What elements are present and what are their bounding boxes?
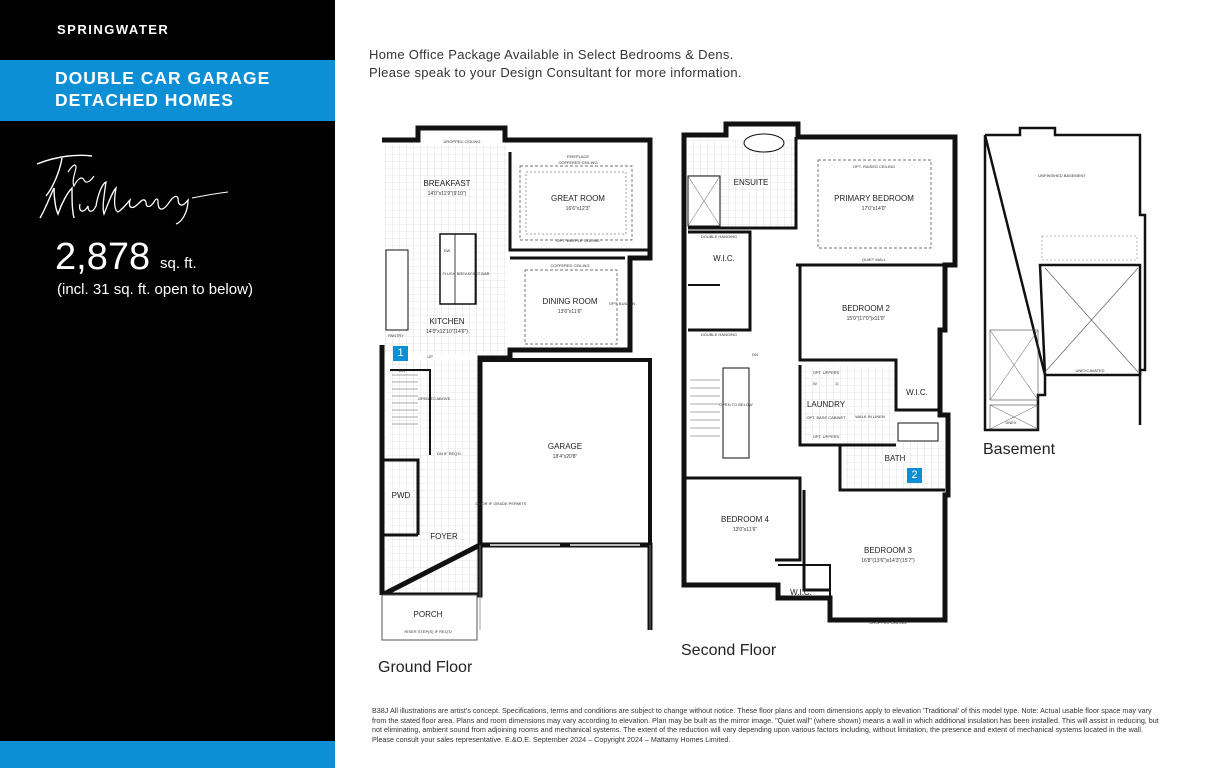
- ground-open-to-above: OPEN TO ABOVE: [417, 396, 451, 401]
- second-wic-2-label: W.I.C.: [906, 388, 928, 397]
- ground-floor-label: Ground Floor: [378, 659, 473, 676]
- second-bedroom3-label: BEDROOM 3: [863, 546, 913, 555]
- basement-unexcavated-label: UNEXCAVATED: [1075, 368, 1105, 373]
- ground-flush-breakfast-bar: FLUSH BREAKFAST BAR: [442, 271, 490, 276]
- design-consultant-note: Please speak to your Design Consultant for more information.: [369, 65, 742, 80]
- second-w: W: [813, 381, 817, 386]
- basement-unfinished-label: UNFINISHED BASEMENT: [1038, 173, 1086, 178]
- collection-line-1: DOUBLE CAR GARAGE: [55, 68, 271, 88]
- second-opt-raised: OPT. RAISED CEILING: [852, 164, 896, 169]
- ground-dn: DN: [399, 368, 405, 373]
- model-name-logo: [32, 148, 232, 228]
- ground-dining-room-dim: 13'6"x11'6": [557, 309, 583, 315]
- second-quiet-wall: QUIET WALL: [861, 257, 887, 262]
- ground-marker-badge: 1: [393, 346, 408, 361]
- ground-up: UP: [427, 354, 433, 359]
- collection-line-2: DETACHED HOMES: [55, 90, 234, 110]
- second-bedroom4-label: BEDROOM 4: [720, 515, 770, 524]
- basement-unex-label: UNEX: [1005, 420, 1017, 425]
- second-walk-in-linen: WALK-IN LINEN: [855, 414, 885, 419]
- left-panel: [0, 0, 335, 768]
- second-ensuite-label: ENSUITE: [733, 178, 769, 187]
- ground-coffered-ceiling: COFFERED CEILING: [558, 160, 598, 165]
- basement-plan: [960, 100, 1160, 440]
- second-wic-3-label: W.I.C.: [790, 588, 812, 597]
- basement-label: Basement: [983, 441, 1056, 458]
- square-footage-note: (incl. 31 sq. ft. open to below): [57, 281, 253, 298]
- second-opt-uppers: OPT. UPPERS: [812, 370, 840, 375]
- second-dropped-ceiling: DROPPED CEILING: [869, 620, 907, 625]
- second-dn: DN: [752, 352, 758, 357]
- second-floor-label: Second Floor: [681, 642, 777, 659]
- second-bedroom2-dim: 15'0"(17'0")x11'0": [846, 316, 886, 322]
- ground-dining-room-label: DINING ROOM: [542, 297, 598, 306]
- legal-disclaimer: B38J All illustrations are artist's concept. Specifications, terms and conditions are subject to change without notice. These floor plans and room dimensions apply to elevation 'Traditional' of this model type. Note: Actual usable floor space may vary from the stated floor area. Plans and room dimensions may vary according to elevation. Plan may be built as the mirror image. "Quiet wall" (where shown) means a wall in which additional insulation has been installed. This will assist in reducing, but not eliminating, ambient sound from adjoining rooms and mechanical systems. The extent of the reduction will vary depending upon various factors including, without limitation, the presence and extent of mechanical systems located in the wall. Please consult your sales representative. E.&O.E. September 2024 – Copyright 2024 – Mattamy Homes Limited.: [372, 706, 1159, 744]
- second-bedroom4-dim: 13'0"x11'6": [732, 527, 758, 533]
- ground-great-room-dim: 16'6"x12'3": [565, 206, 591, 212]
- second-primary-bedroom-label: PRIMARY BEDROOM: [834, 194, 914, 203]
- second-primary-bedroom-dim: 17'0"x14'0": [861, 206, 887, 212]
- second-opt-uppers-2: OPT. UPPERS: [812, 434, 840, 439]
- ground-dw: DW: [443, 248, 451, 253]
- ground-porch-label: PORCH: [413, 610, 443, 619]
- ground-kitchen-dim: 14'0"x12'10"(14'6"): [426, 329, 468, 335]
- ground-fireplace: FIREPLACE: [566, 154, 590, 159]
- ground-garage-dim: 18'4"x20'8": [552, 454, 578, 460]
- home-office-note: Home Office Package Available in Select Bedrooms & Dens.: [369, 47, 734, 62]
- second-floor-plan: [675, 118, 965, 638]
- second-open-to-below: OPEN TO BELOW: [719, 402, 753, 407]
- ground-opt-built-in: OPT. BUILT-IN: [608, 301, 636, 306]
- ground-garage-label: GARAGE: [547, 442, 583, 451]
- ground-door-grade: DOOR IF GRADE PERMITS: [475, 501, 527, 506]
- bottom-band: [0, 741, 335, 768]
- second-double-hanging-2: DOUBLE HANGING: [700, 332, 738, 337]
- second-laundry-label: LAUNDRY: [806, 400, 846, 409]
- square-footage: 2,878: [55, 236, 151, 278]
- ground-kitchen-label: KITCHEN: [429, 317, 465, 326]
- ground-dn-if-reqd: DN IF REQ'D: [437, 451, 461, 456]
- second-bedroom3-dim: 16'8"(13'6")x14'3"(15'7"): [861, 558, 915, 564]
- square-footage-unit: sq. ft.: [160, 255, 197, 272]
- ground-great-room-label: GREAT ROOM: [551, 194, 605, 203]
- ground-breakfast-dim: 14'0"x11'9"(9'10"): [427, 191, 467, 197]
- ground-pwd-label: PWD: [391, 491, 411, 500]
- ground-foyer-label: FOYER: [430, 532, 458, 541]
- ground-breakfast-label: BREAKFAST: [423, 179, 471, 188]
- ground-opt-waffle: OPT. WAFFLE CEILING: [556, 238, 600, 243]
- ground-coffered-ceiling-2: COFFERED CEILING: [550, 263, 590, 268]
- second-bedroom2-label: BEDROOM 2: [841, 304, 891, 313]
- second-bath-label: BATH: [884, 454, 906, 463]
- model-name-script: [32, 148, 232, 228]
- second-double-hanging: DOUBLE HANGING: [700, 234, 738, 239]
- second-opt-base-cabinet: OPT. BASE CABINET: [806, 415, 846, 420]
- ground-pantry: PANTRY: [388, 333, 404, 338]
- second-marker-badge: 2: [907, 468, 922, 483]
- ground-floor-plan: [370, 120, 670, 650]
- second-d: D: [835, 381, 839, 386]
- community-name: SPRINGWATER: [57, 22, 170, 37]
- second-wic-1-label: W.I.C.: [713, 254, 735, 263]
- ground-dropped-ceiling: DROPPED CEILING: [443, 139, 481, 144]
- ground-riser-steps: RISER STEP(S) IF REQ'D: [404, 629, 452, 634]
